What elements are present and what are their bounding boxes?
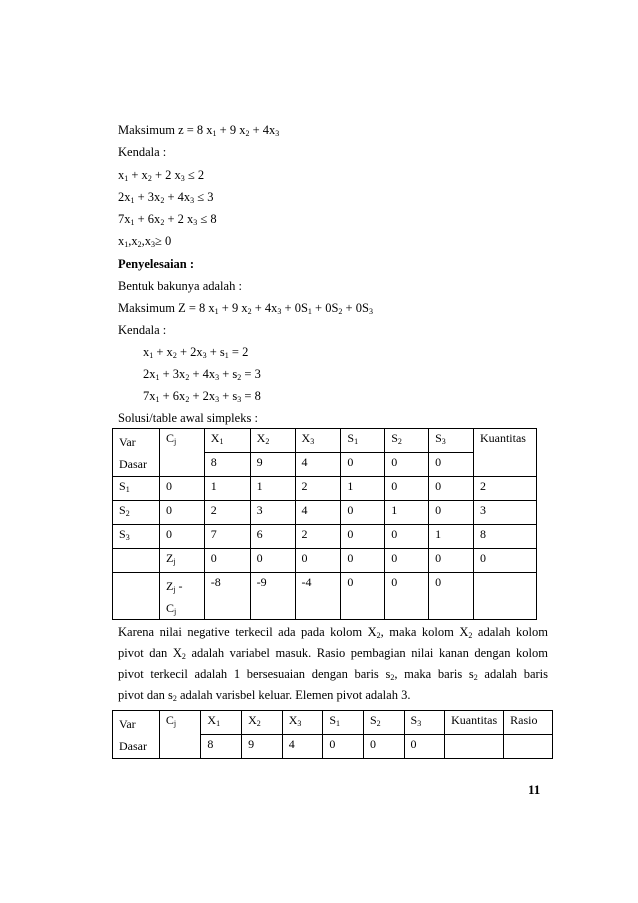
standard-form-intro: Bentuk bakunya adalah : (118, 279, 242, 293)
table-cell: 0 (429, 501, 474, 525)
table2-header-row (113, 711, 553, 735)
table-cell (504, 735, 553, 759)
x3-header: $X_3$ (282, 711, 323, 735)
table-cell: 0 (159, 477, 204, 501)
basis-variable: $S_3$ (113, 525, 160, 549)
constraint-3: $7x_1 + 6x_2 + 2$ $x_3 \le 8$ (118, 212, 217, 227)
table-cell: 0 (404, 735, 445, 759)
table-cell: 1 (429, 525, 474, 549)
s2-header: $S_2$ (363, 711, 404, 735)
constraint-2: $2x_1 + 3x_2 + 4x_3 \le 3$ (118, 190, 214, 205)
s3-header: $S_3$ (429, 429, 474, 453)
var-dasar-header: Var Dasar (113, 429, 160, 477)
table-cell: 0 (385, 549, 429, 573)
table-cell: 6 (250, 525, 295, 549)
table-cell: 7 (204, 525, 250, 549)
table-cell: 0 (385, 477, 429, 501)
table-cell: 0 (429, 549, 474, 573)
table-cell: 0 (295, 549, 341, 573)
table-cell: 2 (295, 477, 341, 501)
table-cell: 0 (323, 735, 364, 759)
table-row (113, 477, 537, 501)
zj-row (113, 549, 537, 573)
table-cell: 0 (385, 525, 429, 549)
table-cell: 0 (385, 453, 429, 477)
table-cell: 4 (282, 735, 323, 759)
basis-variable: $S_1$ (113, 477, 160, 501)
table-cell: 0 (429, 573, 474, 620)
table-cell: 0 (363, 735, 404, 759)
table-cell: 3 (473, 501, 536, 525)
table-cell: 4 (295, 453, 341, 477)
table-cell: 0 (473, 549, 536, 573)
x2-header: $X_2$ (250, 429, 295, 453)
objective-function: Maksimum z = 8 $x_1 + 9$ $x_2 + 4x_3$ (118, 123, 280, 138)
x2-header: $X_2$ (242, 711, 283, 735)
x1-header: $X_1$ (204, 429, 250, 453)
paragraph-line: pivot dan $X_2$ adalah variabel masuk. Rasio pembagian nilai kanan dengan kolom (118, 646, 548, 661)
table-cell: 2 (473, 477, 536, 501)
paragraph-line: pivot dan $s_2$ adalah varisbel keluar. Elemen pivot adalah 3. (118, 688, 411, 703)
s2-header: $S_2$ (385, 429, 429, 453)
table-cell (113, 573, 160, 620)
table-cell: 1 (341, 477, 385, 501)
initial-simplex-table (112, 428, 537, 620)
var-dasar-header: Var Dasar (113, 711, 160, 759)
constraint-1: $x_1 + x_2 + 2$ $x_3 \le 2$ (118, 168, 205, 183)
table-cell: 0 (341, 525, 385, 549)
table-cell: 1 (204, 477, 250, 501)
table-cell: 9 (242, 735, 283, 759)
basis-variable: $S_2$ (113, 501, 160, 525)
table-cell: -4 (295, 573, 341, 620)
standard-constraint-1: $x_1 + x_2 + 2x_3 + s_1 = 2$ (143, 345, 249, 360)
pivot-explanation (118, 622, 548, 706)
table-row (113, 525, 537, 549)
constraints-label: Kendala : (118, 145, 167, 159)
table1-header-row (113, 429, 537, 453)
table1-intro: Solusi/table awal simpleks : (118, 411, 258, 425)
table-cell: 0 (385, 573, 429, 620)
s1-header: $S_1$ (341, 429, 385, 453)
x1-header: $X_1$ (201, 711, 242, 735)
s1-header: $S_1$ (323, 711, 364, 735)
kuantitas-header: Kuantitas (473, 429, 536, 477)
zj-label: $Z_j$ (159, 549, 204, 573)
table-cell: 0 (204, 549, 250, 573)
paragraph-line: Karena nilai negative terkecil ada pada kolom $X_2$, maka kolom $X_2$ adalah kolom (118, 625, 548, 640)
rasio-header: Rasio (504, 711, 553, 735)
nonnegativity-constraint: $x_1,x_2,x_3\ge 0$ (118, 234, 172, 249)
table-cell: 4 (295, 501, 341, 525)
table-cell: 0 (341, 549, 385, 573)
table-cell (473, 573, 536, 620)
table-cell (113, 549, 160, 573)
table-cell: 8 (201, 735, 242, 759)
table-cell: 2 (204, 501, 250, 525)
table-cell: 0 (159, 501, 204, 525)
zj-cj-row (113, 573, 537, 620)
standard-constraint-2: $2x_1 + 3x_2 + 4x_3 + s_2 = 3$ (143, 367, 261, 382)
table-row (113, 501, 537, 525)
table-cell: 3 (250, 501, 295, 525)
table-cell: -8 (204, 573, 250, 620)
second-simplex-table (112, 710, 553, 759)
cj-header: $C_j$ (159, 429, 204, 477)
table-cell: -9 (250, 573, 295, 620)
table-cell: 0 (429, 477, 474, 501)
table-cell: 0 (341, 573, 385, 620)
table-cell: 9 (250, 453, 295, 477)
table-cell (445, 735, 504, 759)
table-cell: 1 (385, 501, 429, 525)
table-cell: 0 (159, 525, 204, 549)
standard-objective: Maksimum Z = 8 $x_1 + 9$ $x_2 + 4x_3 + 0S_1 + 0S_2 + 0S_3$ (118, 301, 373, 316)
table-cell: 2 (295, 525, 341, 549)
zj-cj-label: $Z_j$ - $C_j$ (159, 573, 204, 620)
kuantitas-header: Kuantitas (445, 711, 504, 735)
solution-heading: Penyelesaian : (118, 257, 195, 271)
paragraph-line: pivot terkecil adalah 1 bersesuaian dengan baris $s_2$, maka baris $s_2$ adalah baris (118, 667, 549, 682)
s3-header: $S_3$ (404, 711, 445, 735)
table-cell: 0 (341, 501, 385, 525)
table-cell: 8 (204, 453, 250, 477)
table-cell: 0 (250, 549, 295, 573)
table-cell: 8 (473, 525, 536, 549)
x3-header: $X_3$ (295, 429, 341, 453)
standard-constraints-label: Kendala : (118, 323, 167, 337)
table-cell: 0 (429, 453, 474, 477)
table-cell: 0 (341, 453, 385, 477)
standard-constraint-3: $7x_1 + 6x_2 + 2x_3 + s_3 = 8$ (143, 389, 261, 404)
table-cell: 1 (250, 477, 295, 501)
page-number: 11 (528, 782, 541, 797)
cj-header: $C_j$ (159, 711, 201, 759)
